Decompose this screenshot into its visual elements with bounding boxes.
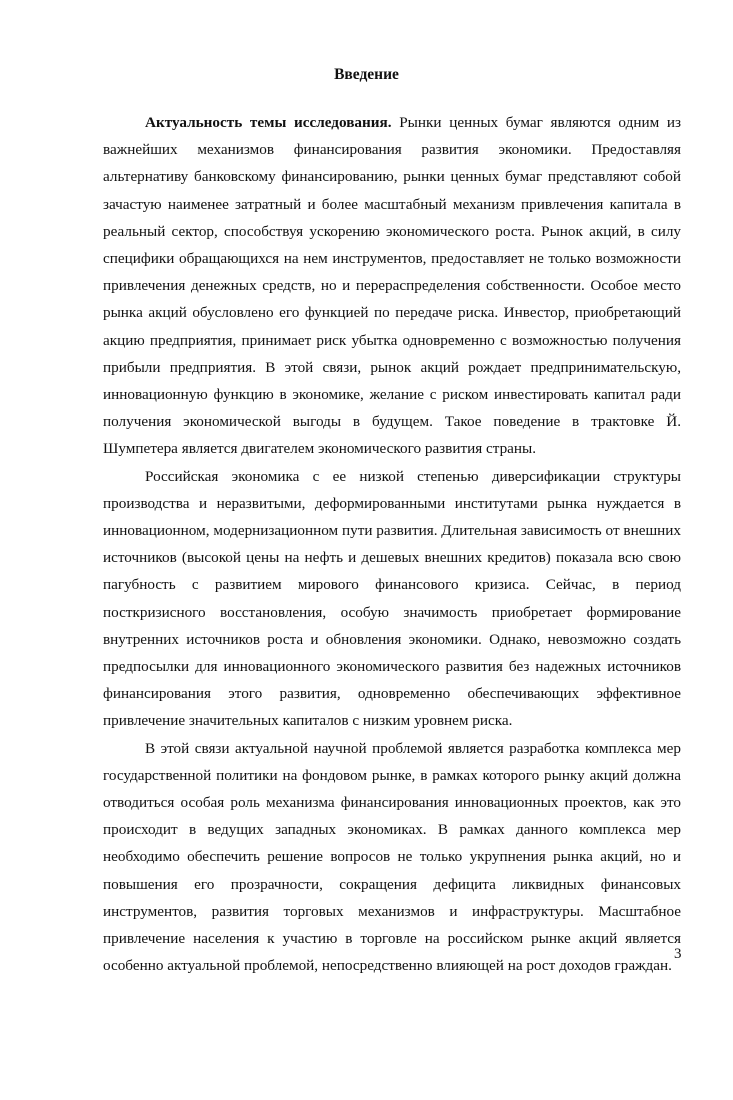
- paragraph-lead: Актуальность темы исследования.: [145, 114, 392, 131]
- paragraph-text: Российская экономика с ее низкой степенью диверсификации структуры производства и неразвитыми, деформированными институтами рынка нуждается в инновационном, модернизационном пути развития. Длительная зависимость от внешних источников (высокой цены на нефть и дешевых внешних кредитов) показала всю свою пагубность с развитием мирового финансового кризиса. Сейчас, в период посткризисного восстановления, особую значимость приобретает формирование внутренних источников роста и обновления экономики. Однако, невозможно создать предпосылки для инновационного экономического развития без надежных источников финансирования этого развития, одновременно обеспечивающих эффективное привлечение значительных капиталов с низким уровнем риска.: [103, 467, 681, 730]
- section-heading: Введение: [334, 66, 399, 83]
- body-text: [103, 109, 681, 980]
- page-number: 3: [674, 946, 682, 962]
- paragraph-policy: [103, 735, 681, 980]
- paragraph-russian-economy: [103, 463, 681, 735]
- paragraph-text: В этой связи актуальной научной проблемой является разработка комплекса мер государственной политики на фондовом рынке, в рамках которого рынку акций должна отводиться особая роль механизма финансирования инновационных проектов, как это происходит в ведущих западных экономиках. В рамках данного комплекса мер необходимо обеспечить решение вопросов не только укрупнения рынка акций, но и повышения его прозрачности, сокращения дефицита ликвидных финансовых инструментов, развития торговых механизмов и инфраструктуры. Масштабное привлечение населения к участию в торговле на российском рынке акций является особенно актуальной проблемой, непосредственно влияющей на рост доходов граждан.: [103, 739, 681, 975]
- paragraph-relevance: [103, 109, 681, 463]
- paragraph-text: Рынки ценных бумаг являются одним из важнейших механизмов финансирования развития экономики. Предоставляя альтернативу банковскому финансированию, рынки ценных бумаг представляют собой зачастую наименее затратный и более масштабный механизм привлечения капитала в реальный сектор, способствуя ускорению экономического роста. Рынок акций, в силу специфики обращающихся на нем инструментов, предоставляет не только возможности привлечения денежных средств, но и перераспределения собственности. Особое место рынка акций обусловлено его функцией по передаче риска. Инвестор, приобретающий акцию предприятия, принимает риск убытка одновременно с возможностью получения прибыли предприятия. В этой связи, рынок акций рождает предпринимательскую, инновационную функцию в экономике, желание с риском инвестировать капитал ради получения экономической выгоды в будущем. Такое поведение в трактовке Й. Шумпетера является двигателем экономического развития страны.: [103, 114, 681, 458]
